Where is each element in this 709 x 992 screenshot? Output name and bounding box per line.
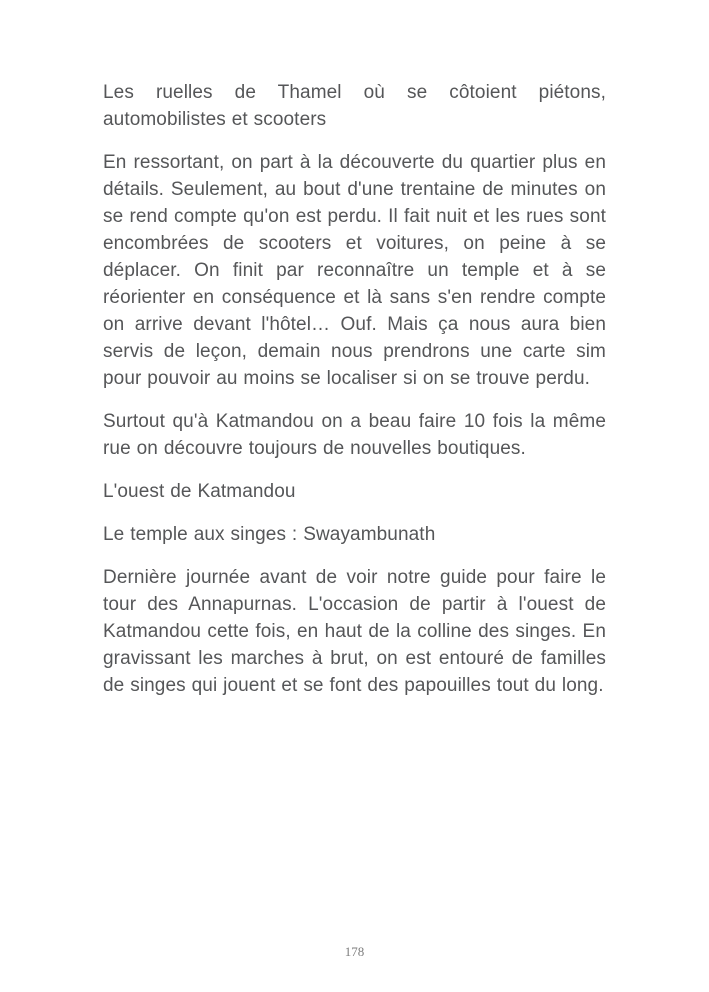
heading-ouest-katmandou: L'ouest de Katmandou [103, 481, 296, 502]
paragraph-boutiques: Surtout qu'à Katmandou on a beau faire 10 fois la même rue on découvre toujours de nouvelles boutiques. [103, 411, 606, 459]
heading-ruelles-thamel: Les ruelles de Thamel où se côtoient piétons, automobilistes et scooters [103, 82, 606, 130]
paragraph-derniere-journee: Dernière journée avant de voir notre guide pour faire le tour des Annapurnas. L'occasion de partir à l'ouest de Katmandou cette fois, en haut de la colline des singes. En gravissant les marches à brut, on est entouré de familles de singes qui jouent et se font des papouilles tout du long. [103, 567, 606, 696]
paragraph-decouverte-quartier: En ressortant, on part à la découverte du quartier plus en détails. Seulement, au bout d'une trentaine de minutes on se rend compte qu'on est perdu. Il fait nuit et les rues sont encombrées de scooters et voitures, on peine à se déplacer. On finit par reconnaître un temple et à se réorienter en conséquence et là sans s'en rendre compte on arrive devant l'hôtel… Ouf. Mais ça nous aura bien servis de leçon, demain nous prendrons une carte sim pour pouvoir au moins se localiser si on se trouve perdu. [103, 152, 606, 389]
heading-temple-singes: Le temple aux singes : Swayambunath [103, 524, 436, 545]
page-number: 178 [344, 944, 365, 959]
text-content [103, 79, 606, 715]
